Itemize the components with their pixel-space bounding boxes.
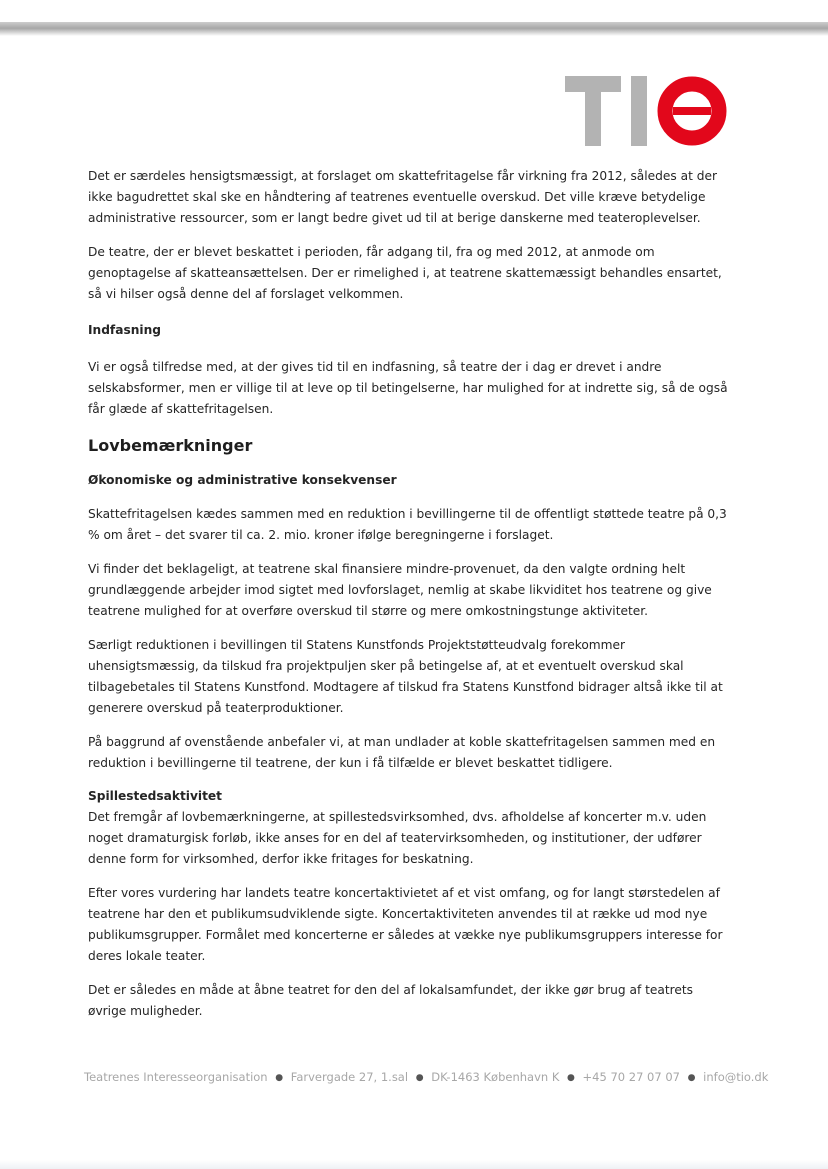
footer-city: DK-1463 København K bbox=[431, 1070, 560, 1084]
heading-lovbemaerkninger: Lovbemærkninger bbox=[88, 436, 253, 455]
tio-logo-graphic bbox=[565, 76, 733, 146]
bullet-icon: ● bbox=[567, 1073, 575, 1083]
bullet-icon: ● bbox=[275, 1073, 284, 1083]
heading-indfasning: Indfasning bbox=[88, 323, 161, 337]
letter-body bbox=[88, 166, 728, 1022]
footer-email[interactable]: info@tio.dk bbox=[703, 1070, 769, 1084]
subheading-konsekvenser: Økonomiske og administrative konsekvenser bbox=[88, 473, 397, 487]
footer-org: Teatrenes Interesseorganisation bbox=[84, 1070, 268, 1084]
bullet-icon: ● bbox=[415, 1073, 424, 1083]
paragraph: De teatre, der er blevet beskattet i perioden, får adgang til, fra og med 2012, at anmode om genoptagelse af skatteansættelsen. Der er rimelighed i, at teatrene skattemæssigt behandles ensartet, så vi hilser også denne del af forslaget velkommen. bbox=[88, 245, 722, 301]
footer-address: Farvergade 27, 1.sal bbox=[290, 1070, 409, 1084]
heading-spillestedsaktivitet: Spillestedsaktivitet bbox=[88, 789, 222, 803]
paragraph: Det fremgår af lovbemærkningerne, at spillestedsvirksomhed, dvs. afholdelse af koncerter m.v. uden noget dramaturgisk forløb, ikke anses for en del af teatervirksomheden, og institutioner, der udfører denne form for virksomhed, derfor ikke fritages for beskatning. bbox=[88, 810, 707, 866]
scan-top-edge bbox=[0, 22, 828, 36]
paragraph: På baggrund af ovenstående anbefaler vi, at man undlader at koble skattefritagelsen sammen med en reduktion i bevillingerne til teatrene, der kun i få tilfælde er blevet beskattet tidligere. bbox=[88, 735, 716, 770]
paragraph: Det er særdeles hensigtsmæssigt, at forslaget om skattefritagelse får virkning fra 2012, således at der ikke bagudrettet skal ske en håndtering af teatrenes eventuelle overskud. Det ville kræve betydelige administrative ressourcer, som er langt bedre givet ud til at berige danskerne med teateroplevelser. bbox=[88, 169, 717, 225]
tio-logo bbox=[565, 76, 733, 146]
footer-phone: +45 70 27 07 07 bbox=[582, 1070, 680, 1084]
footer-contact bbox=[84, 1069, 769, 1087]
scan-bottom-edge bbox=[0, 1160, 828, 1169]
paragraph: Vi finder det beklageligt, at teatrene skal finansiere mindre-provenuet, da den valgte ordning helt grundlæggende arbejder imod sigtet med lovforslaget, nemlig at skabe likviditet hos teatrene og give teatrene mulighed for at overføre overskud til større og mere omkostningstunge aktiviteter. bbox=[88, 562, 712, 618]
bullet-icon: ● bbox=[687, 1073, 696, 1083]
paragraph: Efter vores vurdering har landets teatre koncertaktivietet af et vist omfang, og for langt størstedelen af teatrene har den et publikumsudviklende sigte. Koncertaktiviteten anvendes til at række ud mod nye publikumsgrupper. Formålet med koncerterne er således at vække nye publikumsgruppers interesse for deres lokale teater. bbox=[88, 886, 723, 963]
paragraph: Vi er også tilfredse med, at der gives tid til en indfasning, så teatre der i dag er drevet i andre selskabsformer, men er villige til at leve op til betingelserne, har mulighed for at indrette sig, så de også får glæde af skattefritagelsen. bbox=[88, 360, 728, 416]
paragraph: Særligt reduktionen i bevillingen til Statens Kunstfonds Projektstøtteudvalg forekommer uhensigtsmæssig, da tilskud fra projektpuljen sker på betingelse af, at et eventuelt overskud skal tilbagebetales til Statens Kunstfond. Modtagere af tilskud fra Statens Kunstfond bidrager altså ikke til at generere overskud på teaterproduktioner. bbox=[88, 638, 723, 715]
paragraph: Skattefritagelsen kædes sammen med en reduktion i bevillingerne til de offentligt støttede teatre på 0,3 % om året – det svarer til ca. 2. mio. kroner ifølge beregningerne i forslaget. bbox=[88, 507, 727, 542]
paragraph: Det er således en måde at åbne teatret for den del af lokalsamfundet, der ikke gør brug af teatrets øvrige muligheder. bbox=[88, 983, 694, 1018]
